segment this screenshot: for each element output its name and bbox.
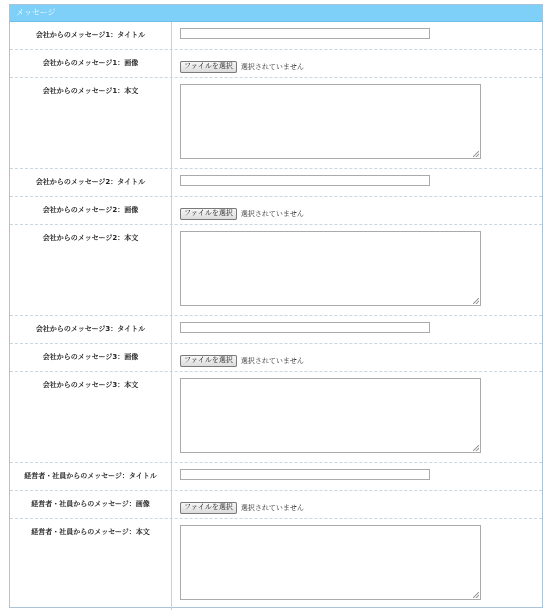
- form-row-message2-title: [10, 169, 542, 197]
- form-row-staff-image: [10, 491, 542, 519]
- message2-title-input[interactable]: [180, 175, 430, 186]
- message1-title-input[interactable]: [180, 28, 430, 39]
- message1-body-textarea[interactable]: [180, 84, 481, 159]
- field-label: 会社からのメッセージ1：画像: [10, 50, 172, 77]
- field-label: 会社からのメッセージ3：画像: [10, 344, 172, 371]
- form-row-staff-body: [10, 519, 542, 610]
- no-file-selected-text: 選択されていません: [240, 62, 304, 71]
- staff-message-body-textarea[interactable]: [180, 525, 481, 600]
- section-header: メッセージ: [10, 5, 542, 22]
- resize-grip-icon[interactable]: [473, 151, 479, 157]
- no-file-selected-text: 選択されていません: [240, 503, 304, 512]
- message3-title-input[interactable]: [180, 322, 430, 333]
- field-label: 会社からのメッセージ3：本文: [10, 372, 172, 462]
- field-label: 会社からのメッセージ1：本文: [10, 78, 172, 168]
- resize-grip-icon[interactable]: [473, 592, 479, 598]
- form-row-staff-title: [10, 463, 542, 491]
- no-file-selected-text: 選択されていません: [240, 209, 304, 218]
- field-label: 経営者・社員からのメッセージ：画像: [10, 491, 172, 518]
- resize-grip-icon[interactable]: [473, 298, 479, 304]
- message1-image-file-button[interactable]: ファイルを選択: [180, 61, 237, 73]
- form-row-message1-image: [10, 50, 542, 78]
- field-label: 会社からのメッセージ2：本文: [10, 225, 172, 315]
- field-label: 経営者・社員からのメッセージ：タイトル: [10, 463, 172, 490]
- staff-message-image-file-button[interactable]: ファイルを選択: [180, 502, 237, 514]
- field-label: 会社からのメッセージ2：タイトル: [10, 169, 172, 196]
- no-file-selected-text: 選択されていません: [240, 356, 304, 365]
- form-row-message1-body: [10, 78, 542, 169]
- field-label: 会社からのメッセージ1：タイトル: [10, 22, 172, 49]
- form-row-message3-title: [10, 316, 542, 344]
- form-row-message3-body: [10, 372, 542, 463]
- message3-body-textarea[interactable]: [180, 378, 481, 453]
- message3-image-file-button[interactable]: ファイルを選択: [180, 355, 237, 367]
- field-label: 経営者・社員からのメッセージ：本文: [10, 519, 172, 610]
- form-row-message2-image: [10, 197, 542, 225]
- message2-body-textarea[interactable]: [180, 231, 481, 306]
- form-row-message3-image: [10, 344, 542, 372]
- field-label: 会社からのメッセージ2：画像: [10, 197, 172, 224]
- resize-grip-icon[interactable]: [473, 445, 479, 451]
- message-form-panel: [9, 4, 543, 608]
- form-row-message2-body: [10, 225, 542, 316]
- form-row-message1-title: [10, 22, 542, 50]
- field-label: 会社からのメッセージ3：タイトル: [10, 316, 172, 343]
- message2-image-file-button[interactable]: ファイルを選択: [180, 208, 237, 220]
- staff-message-title-input[interactable]: [180, 469, 430, 480]
